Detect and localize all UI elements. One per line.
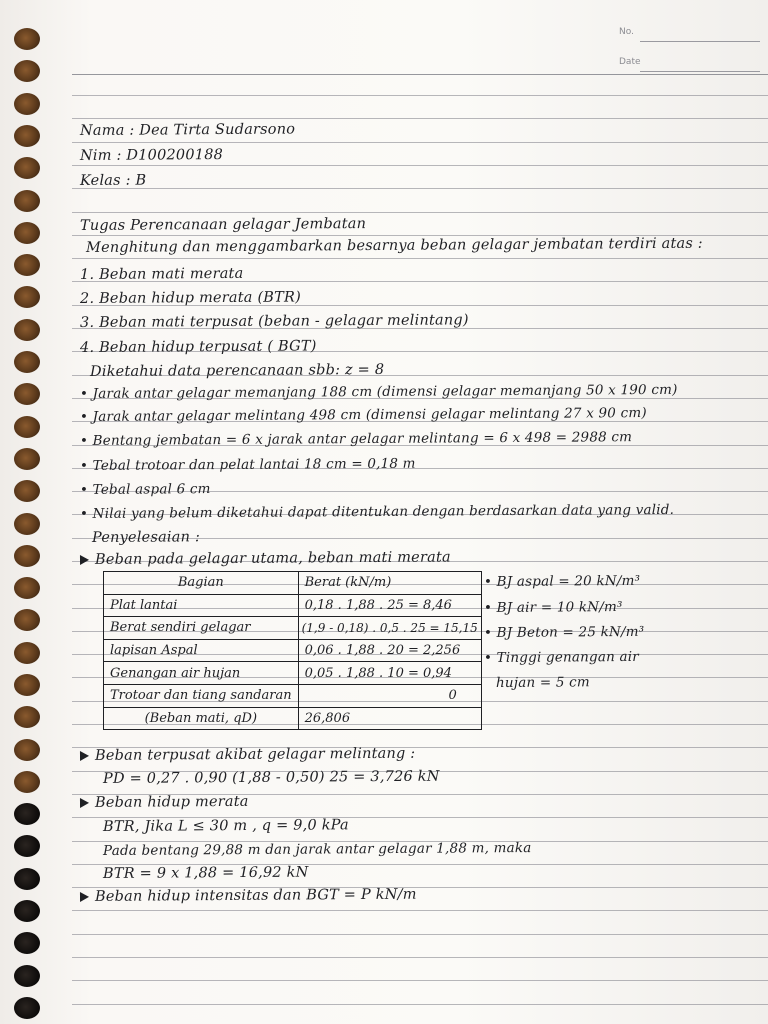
ruled-line xyxy=(72,142,768,143)
binder-hole xyxy=(14,286,40,308)
no-label: No. xyxy=(619,27,634,37)
assignment-item: 4. Beban hidup terpusat ( BGT) xyxy=(79,338,317,356)
table-header-row xyxy=(104,572,482,595)
known-data-bullet: • Bentang jembatan = 6 x jarak antar gelagar melintang = 6 x 498 = 2988 cm xyxy=(79,429,633,449)
binder-hole xyxy=(14,609,40,631)
section-live-load-text: Beban hidup merata xyxy=(94,793,249,811)
pd-formula: PD = 0,27 . 0,90 (1,88 - 0,50) 25 = 3,726 kN xyxy=(102,768,440,787)
no-line xyxy=(640,41,760,42)
table-row xyxy=(104,594,482,617)
student-class: Kelas : B xyxy=(79,172,147,189)
arrow-marker-icon xyxy=(80,892,89,902)
date-line xyxy=(640,71,760,72)
binder-hole xyxy=(14,706,40,728)
known-data-bullet: • Tebal aspal 6 cm xyxy=(79,481,211,498)
ruled-line xyxy=(72,165,768,166)
table-cell: Genangan air hujan xyxy=(104,662,299,685)
known-data-bullet: • Jarak antar gelagar melintang 498 cm (dimensi gelagar melintang 27 x 90 cm) xyxy=(79,405,647,425)
known-data-bullet: • Jarak antar gelagar memanjang 188 cm (dimensi gelagar memanjang 50 x 190 cm) xyxy=(79,381,678,402)
binder-hole xyxy=(14,93,40,115)
solution-heading: Penyelesaian : xyxy=(91,529,201,546)
binder-hole xyxy=(14,28,40,50)
known-data-heading: Diketahui data perencanaan sbb: z = 8 xyxy=(89,361,385,380)
binder-hole xyxy=(14,545,40,567)
table-cell: 0,18 . 1,88 . 25 = 8,46 xyxy=(298,594,481,617)
binder-hole xyxy=(14,965,40,987)
assignment-item: 3. Beban mati terpusat (beban - gelagar melintang) xyxy=(79,312,469,331)
table-row xyxy=(104,617,482,640)
binder-hole xyxy=(14,771,40,793)
binder-hole xyxy=(14,222,40,244)
arrow-marker-icon xyxy=(80,798,89,808)
binder-hole xyxy=(14,642,40,664)
section-dead-load-text: Beban pada gelagar utama, beban mati merata xyxy=(94,549,451,568)
ruled-line xyxy=(72,95,768,96)
ruled-line xyxy=(72,980,768,981)
section-live-load xyxy=(80,794,249,811)
table-cell: 0,06 . 1,88 . 20 = 2,256 xyxy=(298,639,481,662)
date-label: Date xyxy=(619,57,641,67)
assignment-item: 1. Beban mati merata xyxy=(79,265,244,283)
table-cell: Trotoar dan tiang sandaran xyxy=(104,684,299,707)
ruled-line xyxy=(72,1004,768,1005)
ruled-line xyxy=(72,258,768,259)
binder-hole xyxy=(14,900,40,922)
ruled-line xyxy=(72,188,768,189)
header-line xyxy=(72,74,768,75)
binder-hole xyxy=(14,416,40,438)
side-note: • Tinggi genangan air xyxy=(483,648,639,666)
binder-hole xyxy=(14,480,40,502)
table-cell: Berat sendiri gelagar xyxy=(104,617,299,640)
binder-hole xyxy=(14,835,40,857)
side-note: • BJ air = 10 kN/m³ xyxy=(483,599,623,616)
dead-load-table xyxy=(103,571,482,730)
binder-hole xyxy=(14,803,40,825)
ruled-line xyxy=(72,957,768,958)
ruled-line xyxy=(72,212,768,213)
binder-hole xyxy=(14,125,40,147)
binder-hole xyxy=(14,60,40,82)
table-cell: 0 xyxy=(298,684,481,707)
binder-hole xyxy=(14,674,40,696)
binder-hole xyxy=(14,319,40,341)
binder-hole xyxy=(14,739,40,761)
table-cell: 0,05 . 1,88 . 10 = 0,94 xyxy=(298,662,481,685)
arrow-marker-icon xyxy=(80,751,89,761)
section-dead-load xyxy=(80,549,451,568)
known-data-bullet: • Nilai yang belum diketahui dapat ditentukan dengan berdasarkan data yang valid. xyxy=(79,501,675,522)
binder-hole xyxy=(14,448,40,470)
table-total-label: (Beban mati, qD) xyxy=(104,707,299,730)
binder-hole xyxy=(14,157,40,179)
student-nim: Nim : D100200188 xyxy=(79,147,224,164)
section-concentrated-load xyxy=(80,746,415,764)
ruled-line xyxy=(72,910,768,911)
arrow-marker-icon xyxy=(80,555,89,565)
assignment-intro: Menghitung dan menggambarkan besarnya beban gelagar jembatan terdiri atas : xyxy=(85,235,703,256)
binder-hole xyxy=(14,997,40,1019)
table-header-cell: Berat (kN/m) xyxy=(298,572,481,595)
student-name: Nama : Dea Tirta Sudarsono xyxy=(79,121,296,139)
assignment-item: 2. Beban hidup merata (BTR) xyxy=(79,289,302,307)
table-cell: Plat lantai xyxy=(104,594,299,617)
table-row xyxy=(104,639,482,662)
side-note: hujan = 5 cm xyxy=(495,674,590,691)
table-header-cell: Bagian xyxy=(104,572,299,595)
assignment-title: Tugas Perencanaan gelagar Jembatan xyxy=(79,216,367,234)
section-bgt xyxy=(80,887,417,905)
ruled-line xyxy=(72,934,768,935)
side-note: • BJ Beton = 25 kN/m³ xyxy=(483,623,645,641)
binder-hole xyxy=(14,868,40,890)
side-note: • BJ aspal = 20 kN/m³ xyxy=(483,572,641,590)
ruled-line xyxy=(72,118,768,119)
binder-hole xyxy=(14,254,40,276)
binder-hole xyxy=(14,513,40,535)
binder-hole xyxy=(14,351,40,373)
table-cell: lapisan Aspal xyxy=(104,639,299,662)
table-cell: (1,9 - 0,18) . 0,5 . 25 = 15,15 xyxy=(298,617,481,640)
table-row xyxy=(104,662,482,685)
binder-hole xyxy=(14,190,40,212)
table-total-row xyxy=(104,707,482,730)
binder-hole xyxy=(14,383,40,405)
binder-hole xyxy=(14,577,40,599)
btr-rule: BTR, Jika L ≤ 30 m , q = 9,0 kPa xyxy=(102,817,349,835)
binder-hole xyxy=(14,932,40,954)
section-concentrated-load-text: Beban terpusat akibat gelagar melintang : xyxy=(94,745,416,764)
section-bgt-text: Beban hidup intensitas dan BGT = P kN/m xyxy=(94,886,417,905)
table-row xyxy=(104,684,482,707)
btr-result: BTR = 9 x 1,88 = 16,92 kN xyxy=(102,864,309,882)
known-data-bullet: • Tebal trotoar dan pelat lantai 18 cm = 0,18 m xyxy=(79,455,416,474)
table-total-value: 26,806 xyxy=(298,707,481,730)
btr-note: Pada bentang 29,88 m dan jarak antar gelagar 1,88 m, maka xyxy=(102,840,532,859)
